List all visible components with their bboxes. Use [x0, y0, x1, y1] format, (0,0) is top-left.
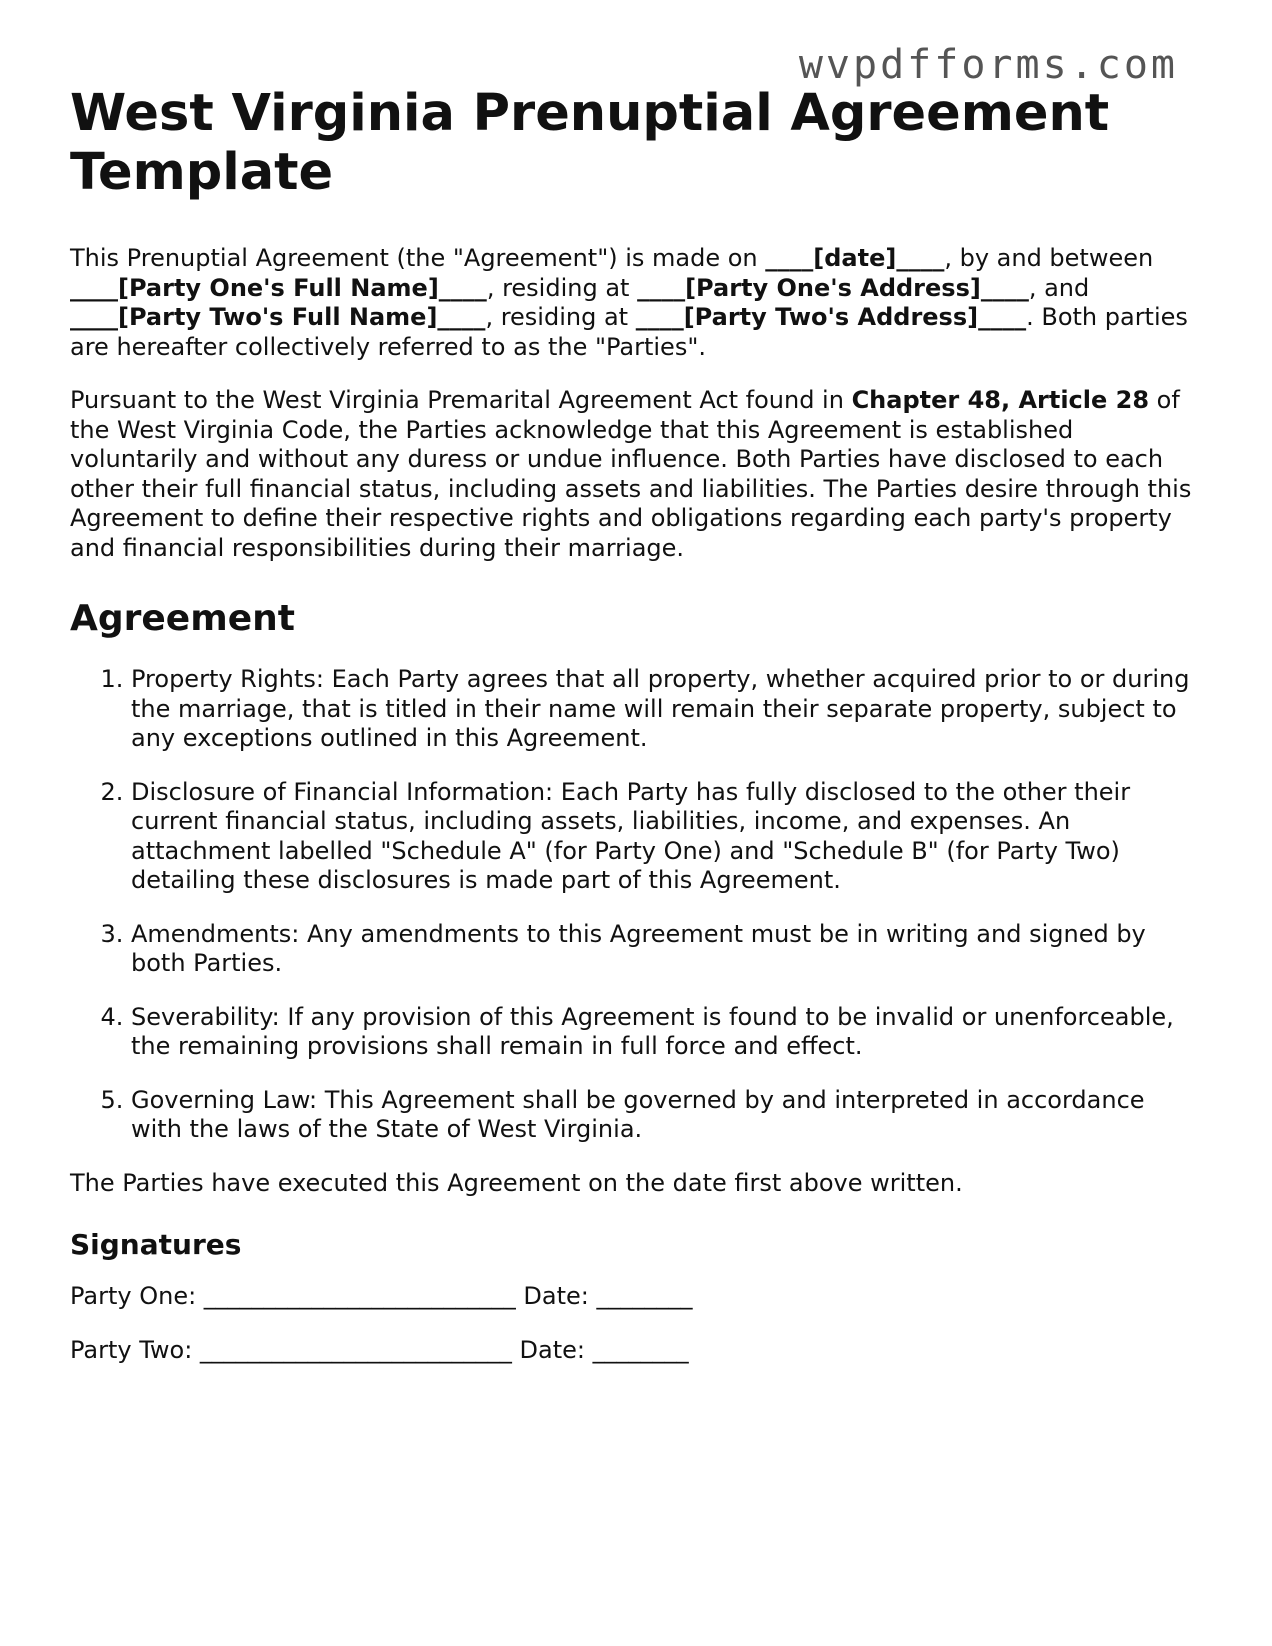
pursuant-text-1: Pursuant to the West Virginia Premarital Agreement Act found in	[70, 386, 852, 414]
date-placeholder: ____[date]____	[765, 244, 945, 272]
party-two-address-placeholder: ____[Party Two's Address]____	[635, 303, 1027, 331]
clause-financial-disclosure: 2. Disclosure of Financial Information: Each Party has fully disclosed to the other their current financial status, including assets, liabilities, income, and expenses. An attachment labelled "Schedule A" (for Party One) and "Schedule B" (for Party Two) detailing these disclosures is made part of this Agreement.	[131, 778, 1200, 896]
party-two-name-placeholder: ____[Party Two's Full Name]____	[70, 303, 486, 331]
clause-governing-law: 5. Governing Law: This Agreement shall be governed by and interpreted in accordance with the laws of the State of West Virginia.	[131, 1086, 1200, 1145]
document-title: West Virginia Prenuptial Agreement Template	[70, 84, 1110, 202]
party-one-address-placeholder: ____[Party One's Address]____	[637, 273, 1029, 302]
intro-text-1: This Prenuptial Agreement (the "Agreement") is made on	[70, 244, 766, 272]
intro-text-3: , residing at	[486, 273, 638, 302]
party-one-signature-line: Party One: __________________________ Date: ________	[70, 1282, 693, 1310]
intro-text-5: , residing at	[485, 303, 636, 331]
signatures-heading: Signatures	[70, 1228, 242, 1261]
intro-text-6: . Both parties are hereafter collectively referred to as the "Parties".	[70, 303, 1188, 361]
agreement-heading: Agreement	[70, 598, 295, 639]
intro-text-4: , and	[1028, 273, 1090, 302]
document-page	[70, 84, 1200, 1389]
party-two-signature-line: Party Two: __________________________ Date: ________	[70, 1335, 689, 1364]
pursuant-paragraph	[70, 386, 1200, 563]
watermark: wvpdfforms.com	[798, 42, 1178, 88]
clause-list	[70, 665, 1200, 1145]
intro-paragraph	[70, 244, 1200, 362]
party-one-name-placeholder: ____[Party One's Full Name]____	[70, 273, 487, 302]
clause-amendments: 3. Amendments: Any amendments to this Agreement must be in writing and signed by both Parties.	[131, 920, 1200, 979]
executed-statement: The Parties have executed this Agreement on the date first above written.	[70, 1168, 963, 1197]
clause-property-rights: 1. Property Rights: Each Party agrees that all property, whether acquired prior to or during the marriage, that is titled in their name will remain their separate property, subject to any exceptions outlined in this Agreement.	[131, 665, 1200, 754]
clause-severability: 4. Severability: If any provision of this Agreement is found to be invalid or unenforceable, the remaining provisions shall remain in full force and effect.	[131, 1003, 1200, 1062]
pursuant-text-2: of the West Virginia Code, the Parties acknowledge that this Agreement is established voluntarily and without any duress or undue influence. Both Parties have disclosed to each other their full financial status, including assets and liabilities. The Parties desire through this Agreement to define their respective rights and obligations regarding each party's property and financial responsibilities during their marriage.	[70, 386, 1192, 562]
intro-text-2: , by and between	[944, 244, 1154, 272]
statute-citation: Chapter 48, Article 28	[851, 386, 1150, 414]
